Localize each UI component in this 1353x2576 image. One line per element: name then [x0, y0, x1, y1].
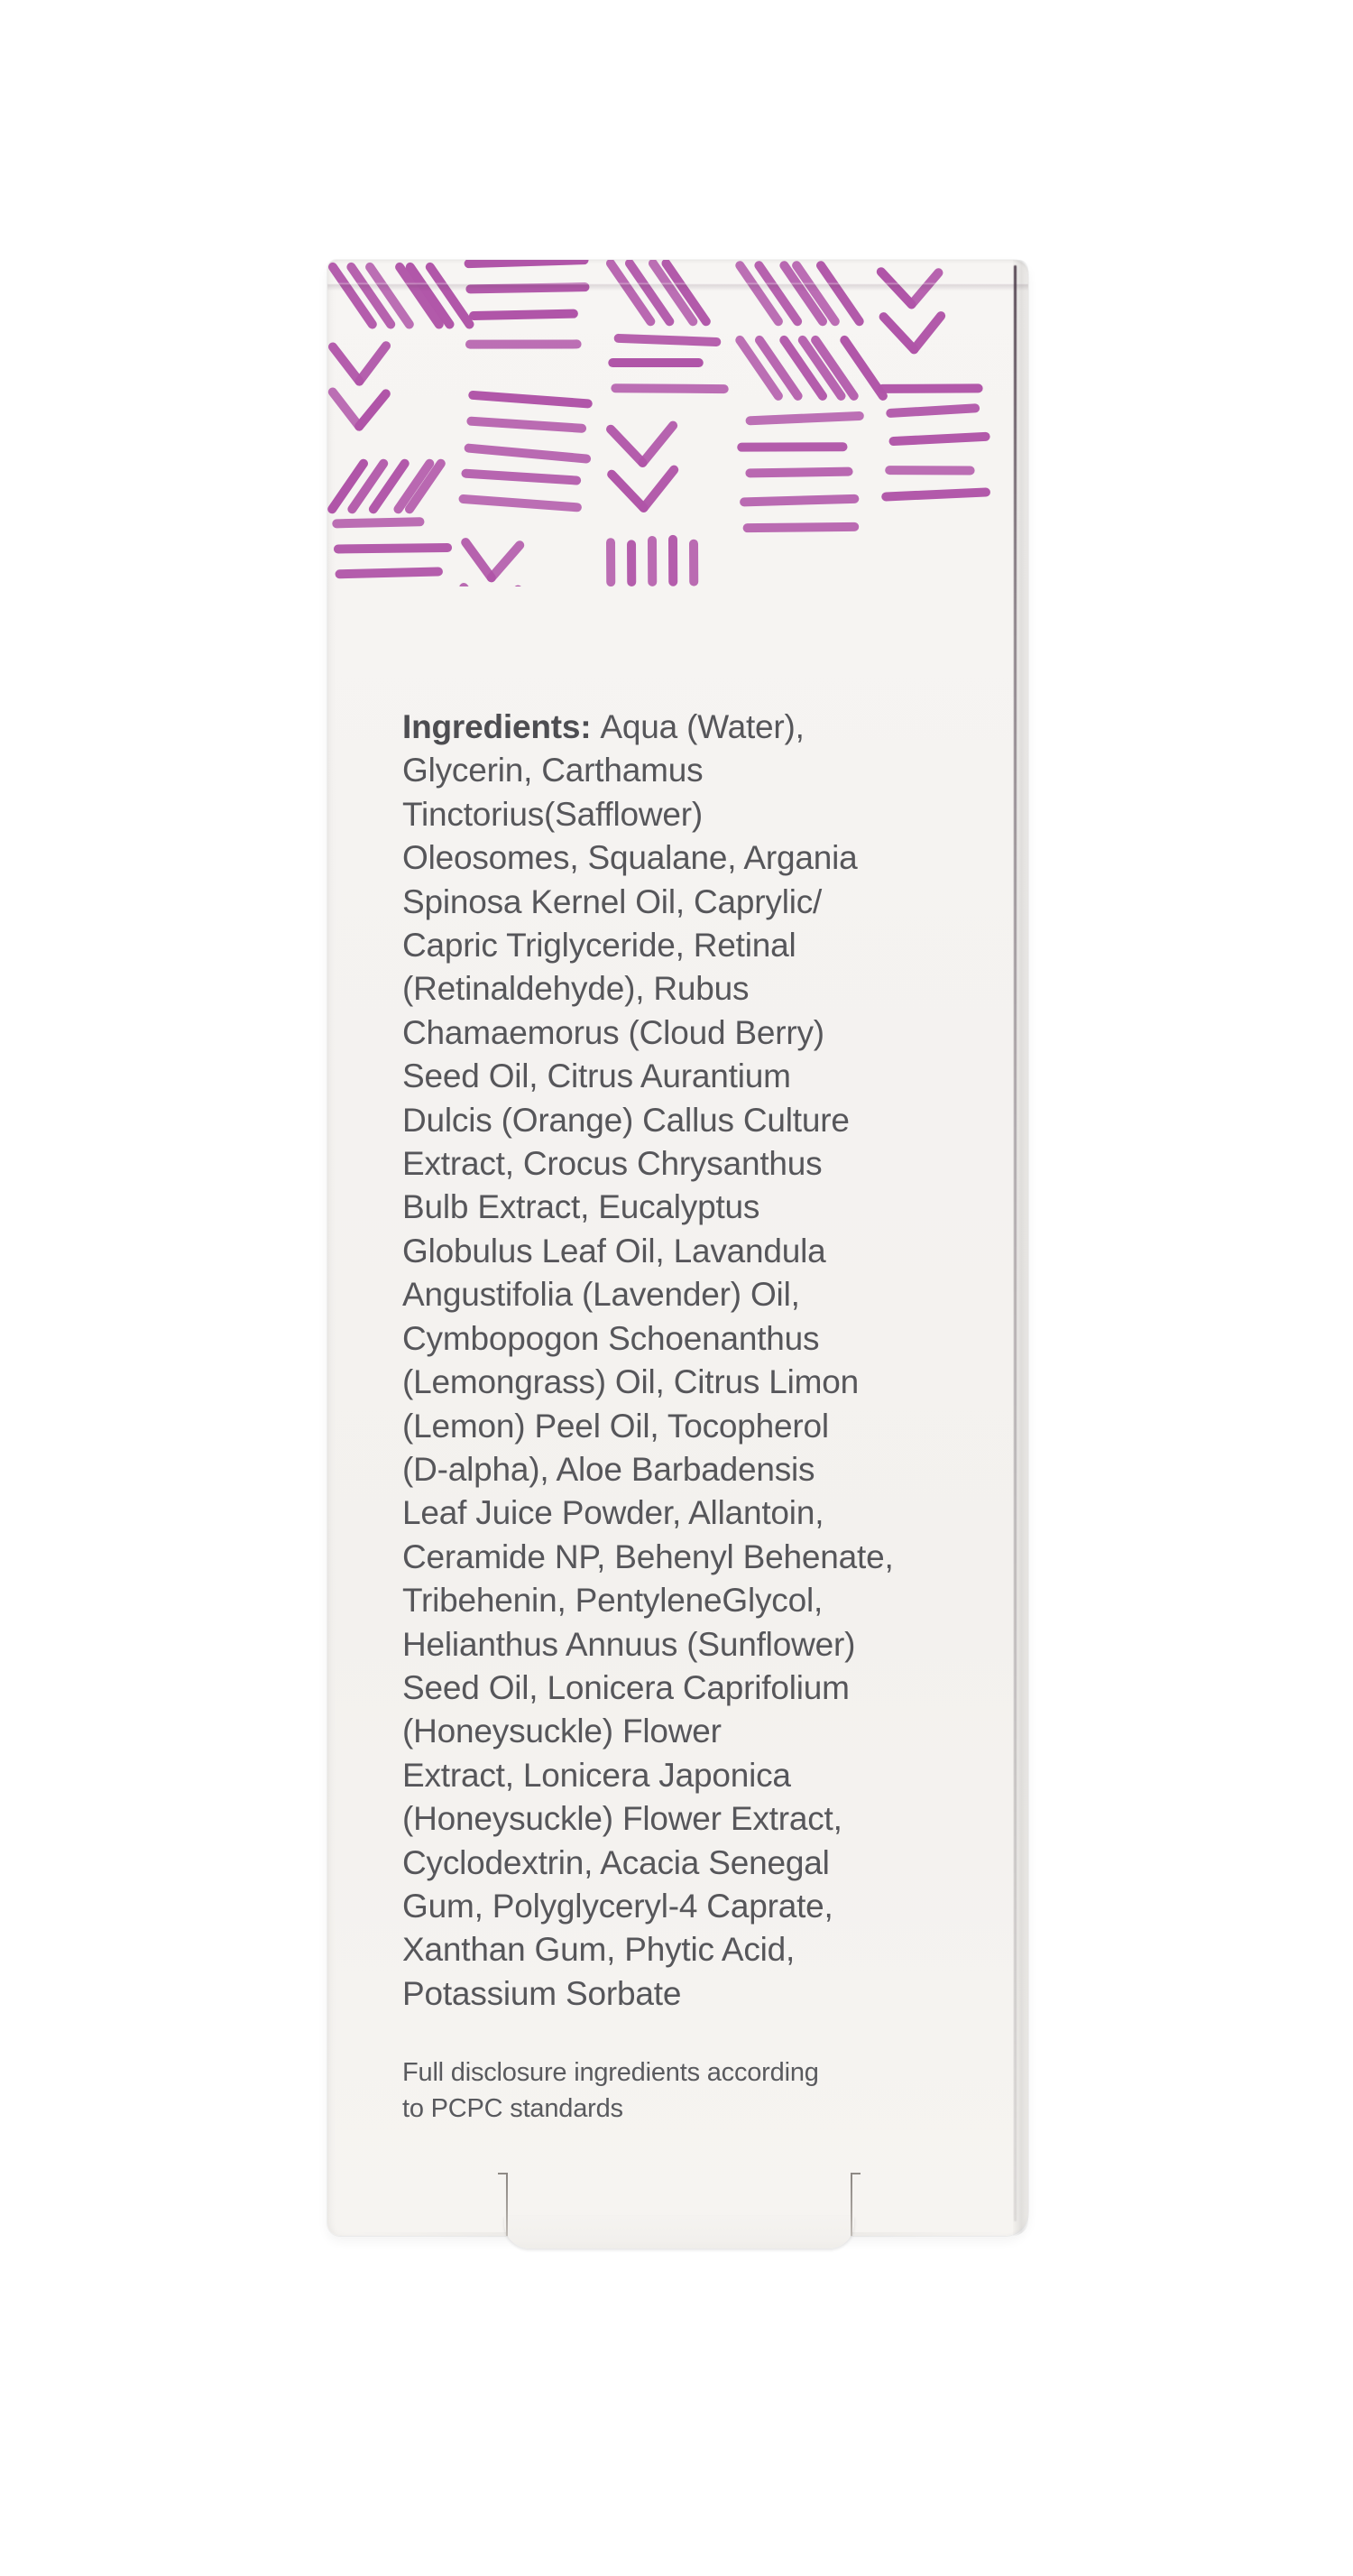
ingredients-line: Ingredients: Aqua (Water), — [402, 708, 805, 745]
ingredients-line: (Honeysuckle) Flower Extract, — [402, 1800, 842, 1838]
ingredients-line: Chamaemorus (Cloud Berry) — [402, 1013, 824, 1051]
ingredients-line: Helianthus Annuus (Sunflower) — [402, 1625, 856, 1663]
ingredients-line: Glycerin, Carthamus — [402, 752, 704, 789]
ingredients-line: (Lemon) Peel Oil, Tocopherol — [402, 1407, 829, 1445]
ingredients-text — [402, 706, 943, 2016]
ingredients-line: Leaf Juice Powder, Allantoin, — [402, 1494, 824, 1532]
tuck-flap — [504, 2216, 854, 2248]
ingredients-line: Capric Triglyceride, Retinal — [402, 927, 796, 965]
ingredients-line: Gum, Polyglyceryl-4 Caprate, — [402, 1887, 833, 1925]
disclosure-line: to PCPC standards — [402, 2094, 623, 2123]
ingredients-line: Tribehenin, PentyleneGlycol, — [402, 1582, 824, 1620]
flap-slit-right — [851, 2173, 852, 2236]
ingredients-line: Extract, Lonicera Japonica — [402, 1756, 791, 1794]
ingredients-line: Angustifolia (Lavender) Oil, — [402, 1276, 800, 1314]
ingredients-line: Xanthan Gum, Phytic Acid, — [402, 1931, 796, 1969]
ingredients-line: (Lemongrass) Oil, Citrus Limon — [402, 1363, 859, 1401]
ingredients-line: Spinosa Kernel Oil, Caprylic/ — [402, 882, 823, 920]
ingredients-label: Ingredients: — [402, 708, 601, 745]
ingredients-line: (Honeysuckle) Flower — [402, 1713, 722, 1750]
pattern-band — [327, 260, 1028, 586]
ingredients-line: (D-alpha), Aloe Barbadensis — [402, 1450, 815, 1488]
ingredients-line: Oleosomes, Squalane, Argania — [402, 839, 858, 877]
ingredients-line: Cyclodextrin, Acacia Senegal — [402, 1843, 830, 1881]
ingredients-line: Cymbopogon Schoenanthus — [402, 1319, 820, 1357]
disclosure-note — [402, 2054, 916, 2127]
ingredients-line: Tinctorius(Safflower) — [402, 795, 704, 833]
ingredients-line: Globulus Leaf Oil, Lavandula — [402, 1232, 826, 1270]
flap-slit-left — [506, 2173, 508, 2236]
ingredients-line: Seed Oil, Citrus Aurantium — [402, 1057, 791, 1095]
ingredients-line: Dulcis (Orange) Callus Culture — [402, 1101, 850, 1139]
ingredients-line: Extract, Crocus Chrysanthus — [402, 1145, 823, 1183]
ingredients-line: Seed Oil, Lonicera Caprifolium — [402, 1668, 850, 1706]
disclosure-line: Full disclosure ingredients according — [402, 2058, 819, 2087]
ingredients-line: Potassium Sorbate — [402, 1974, 682, 2012]
ingredients-line: Bulb Extract, Eucalyptus — [402, 1188, 760, 1226]
ingredients-line: Ceramide NP, Behenyl Behenate, — [402, 1537, 894, 1575]
pattern-artwork — [327, 260, 1028, 586]
product-box-back-panel — [327, 260, 1028, 2236]
ingredients-line: (Retinaldehyde), Rubus — [402, 970, 750, 1008]
